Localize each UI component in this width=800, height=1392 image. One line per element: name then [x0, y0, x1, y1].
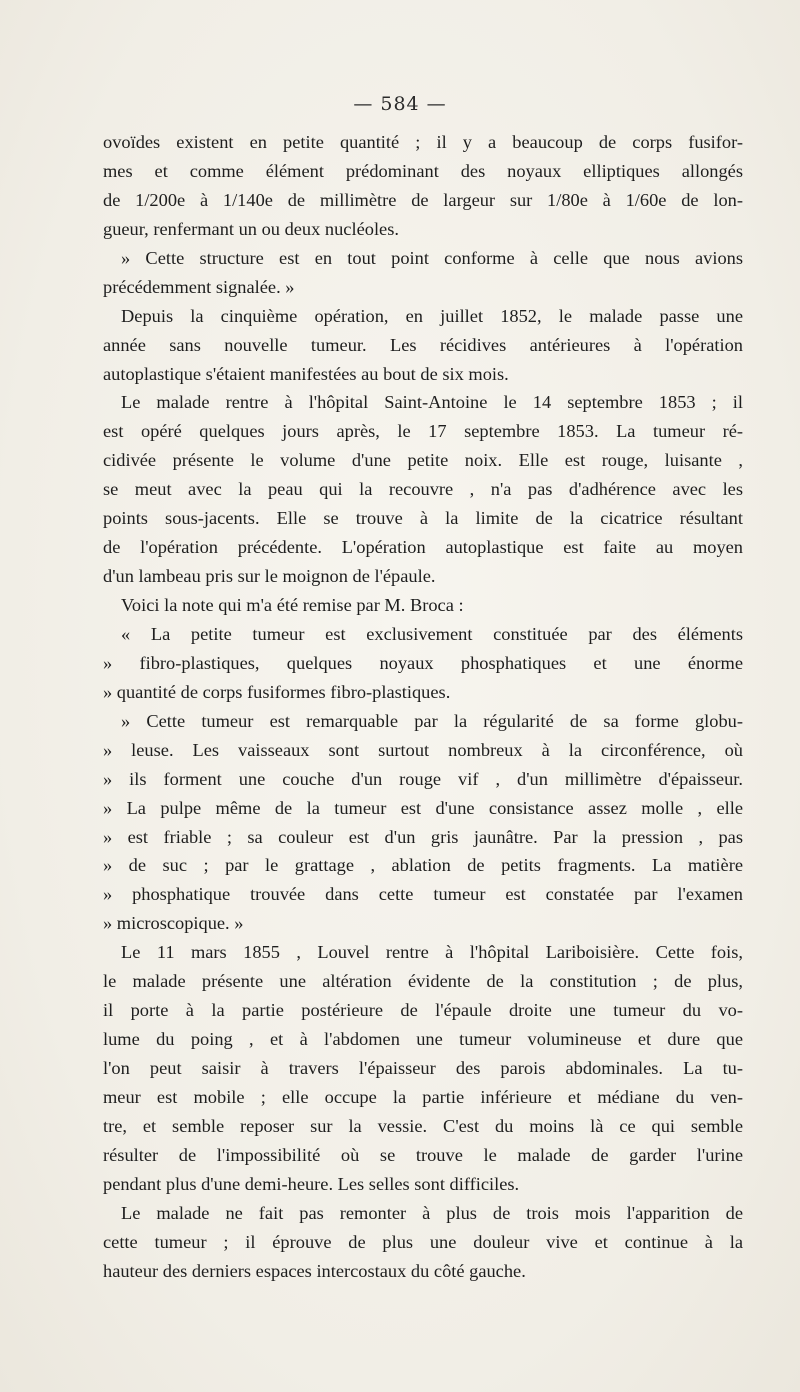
text-line: précédemment signalée. » — [103, 276, 295, 297]
text-line: » est friable ; sa couleur est d'un gris jaunâtre. Par la pression , pas — [103, 826, 743, 847]
text-line: » fibro-plastiques, quelques noyaux phosphatiques et une énorme — [103, 652, 743, 673]
text-line: » Cette structure est en tout point conforme à celle que nous avions — [121, 247, 743, 268]
text-line: d'un lambeau pris sur le moignon de l'épaule. — [103, 566, 436, 587]
text-line: » Cette tumeur est remarquable par la régularité de sa forme globu- — [121, 710, 743, 731]
text-line: meur est mobile ; elle occupe la partie inférieure et médiane du ven- — [103, 1086, 743, 1107]
text-line: Le 11 mars 1855 , Louvel rentre à l'hôpital Lariboisière. Cette fois, — [121, 942, 743, 963]
text-line: cette tumeur ; il éprouve de plus une douleur vive et continue à la — [103, 1231, 743, 1252]
text-line: hauteur des derniers espaces intercostaux du côté gauche. — [103, 1260, 526, 1281]
text-line: » ils forment une couche d'un rouge vif , d'un millimètre d'épaisseur. — [103, 768, 743, 789]
text-line: pendant plus d'une demi-heure. Les selles sont difficiles. — [103, 1173, 520, 1194]
text-line: mes et comme élément prédominant des noyaux elliptiques allongés — [103, 160, 743, 181]
text-line: l'on peut saisir à travers l'épaisseur des parois abdominales. La tu- — [103, 1058, 743, 1078]
text-line: de l'opération précédente. L'opération autoplastique est faite au moyen — [103, 537, 743, 558]
text-line: de 1/200e à 1/140e de millimètre de largeur sur 1/80e à 1/60e de lon- — [103, 189, 743, 210]
text-line: lume du poing , et à l'abdomen une tumeur volumineuse et dure que — [103, 1029, 743, 1050]
text-line: autoplastique s'étaient manifestées au bout de six mois. — [103, 363, 509, 384]
text-line: Voici la note qui m'a été remise par M. Broca : — [121, 595, 464, 615]
text-line: tre, et semble reposer sur la vessie. C'est du moins là ce qui semble — [103, 1115, 743, 1136]
text-line: il porte à la partie postérieure de l'épaule droite une tumeur du vo- — [103, 1000, 743, 1021]
text-line: gueur, renfermant un ou deux nucléoles. — [103, 218, 399, 239]
text-line: année sans nouvelle tumeur. Les récidives antérieures à l'opération — [103, 334, 743, 355]
text-line: est opéré quelques jours après, le 17 septembre 1853. La tumeur ré- — [103, 421, 743, 442]
text-line: » La pulpe même de la tumeur est d'une consistance assez molle , elle — [103, 797, 743, 818]
text-line: » quantité de corps fusiformes fibro-plastiques. — [103, 681, 451, 702]
text-line: se meut avec la peau qui la recouvre , n'a pas d'adhérence avec les — [103, 479, 743, 500]
text-line: Le malade ne fait pas remonter à plus de trois mois l'apparition de — [121, 1202, 743, 1223]
text-line: cidivée présente le volume d'une petite noix. Elle est rouge, luisante , — [103, 450, 743, 471]
text-line: Depuis la cinquième opération, en juillet 1852, le malade passe une — [121, 305, 743, 326]
page-number: — 584 — — [353, 93, 447, 115]
text-line: ovoïdes existent en petite quantité ; il y a beaucoup de corps fusifor- — [103, 132, 743, 152]
text-line: le malade présente une altération évidente de la constitution ; de plus, — [103, 971, 743, 992]
text-line: Le malade rentre à l'hôpital Saint-Antoine le 14 septembre 1853 ; il — [121, 392, 743, 413]
text-line: » de suc ; par le grattage , ablation de petits fragments. La matière — [103, 855, 743, 876]
text-line: » microscopique. » — [103, 913, 244, 934]
text-line: résulter de l'impossibilité où se trouve le malade de garder l'urine — [103, 1144, 743, 1165]
text-line: » phosphatique trouvée dans cette tumeur est constatée par l'examen — [103, 884, 743, 905]
body-text — [103, 128, 743, 1286]
text-line: « La petite tumeur est exclusivement constituée par des éléments — [121, 623, 743, 644]
text-line: points sous-jacents. Elle se trouve à la limite de la cicatrice résultant — [103, 508, 743, 529]
text-line: » leuse. Les vaisseaux sont surtout nombreux à la circonférence, où — [103, 739, 743, 760]
